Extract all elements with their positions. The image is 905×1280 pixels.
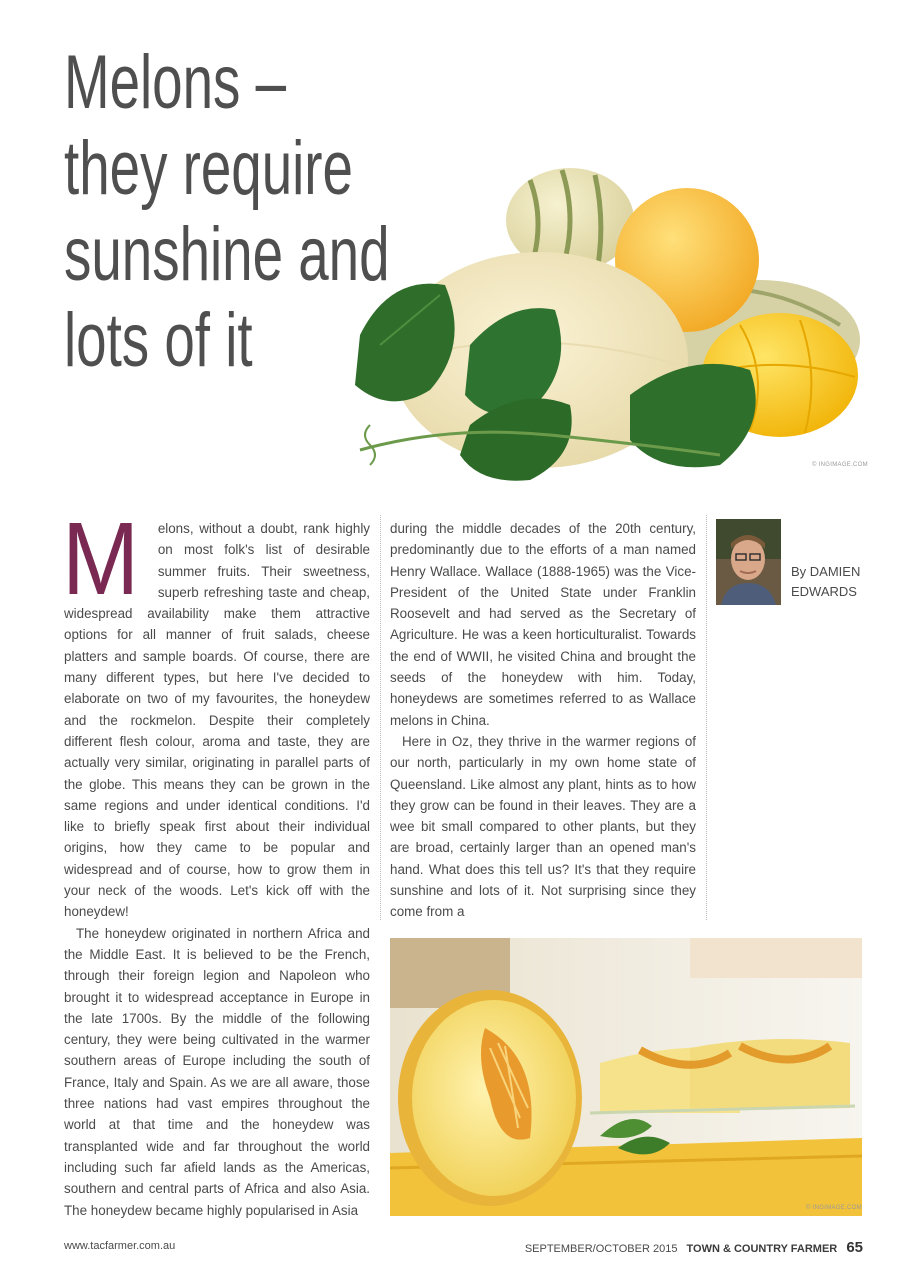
drop-cap: M [62,501,140,616]
footer-website: www.tacfarmer.com.au [64,1240,176,1252]
column-divider [380,515,381,920]
footer-folio [525,1239,863,1256]
column-divider [706,515,707,920]
issue-date: SEPTEMBER/OCTOBER 2015 [524,1243,678,1255]
article-column-1 [62,501,370,1221]
sliced-melon-photo [390,938,862,1216]
title-line: lots of it [64,298,253,383]
photo-credit: © INGIMAGE.COM [806,1205,862,1211]
paragraph: The honeydew originated in northern Africa and the Middle East. It is believed to be the French, through their foreign legion and Napoleon who brought it to widespread acceptance in Europe in the late 1700s. By the middle of the following century, they were being cultivated in the warmer southern areas of Europe including the south of France, Italy and Spain. As we are all aware, those three nations had vast empires throughout the world at that time and the honeydew was transplanted wide and far throughout the world including such far afield lands as the Americas, southern and central parts of Africa and also Asia. The honeydew became highly popularised in Asia [64,925,370,1218]
paragraph: Here in Oz, they thrive in the warmer regions of our north, particularly in my own home state of Queensland. Like almost any plant, hints as to how they grow can be found in their leaves. They are a wee bit small compared to other plants, but they are broad, certainly larger than an opened man's hand. What does this tell us? It's that they require sunshine and lots of it. Not surprising since they come from a [390,733,696,920]
melons-photo [300,125,905,485]
byline-line: EDWARDS [791,584,857,599]
paragraph: elons, without a doubt, rank highly on most folk's list of desirable summer fruits. Their sweetness, superb refreshing taste and cheap, widespread availability make them attractive options for all manner of fruit salads, cheese platters and sample boards. Of course, there are many different types, but here I've decided to elaborate on two of my favourites, the honeydew and the rockmelon. Despite their completely different flesh colour, aroma and taste, they are actually very similar, originating in parallel parts of the globe. This means they can be grown in the same regions and under identical conditions. I'd like to briefly speak first about their individual origins, how they came to be popular and widespread and of course, how to grow them in your neck of the woods. Let's kick off with the honeydew! [64,521,370,920]
byline-line: By DAMIEN [791,564,861,579]
title-line: Melons – [64,40,287,125]
publication-name: TOWN & COUNTRY FARMER [686,1243,838,1255]
article-column-2 [390,518,696,923]
title-line: they require [64,126,353,211]
page-title [64,40,390,384]
paragraph: during the middle decades of the 20th century, predominantly due to the efforts of a man named Henry Wallace. Wallace (1888-1965) was the Vice-President of the United State under Franklin Roosevelt and had served as the Secretary of Agriculture. He was a keen horticulturalist. Towards the end of WWII, he visited China and brought the seeds of the honeydew with him. Today, honeydews are sometimes referred to as Wallace melons in China. [390,521,696,728]
photo-credit: © INGIMAGE.COM [812,462,868,468]
title-line: sunshine and [64,212,390,297]
author-photo [716,519,781,605]
page-number: 65 [846,1239,863,1256]
byline [791,562,860,602]
